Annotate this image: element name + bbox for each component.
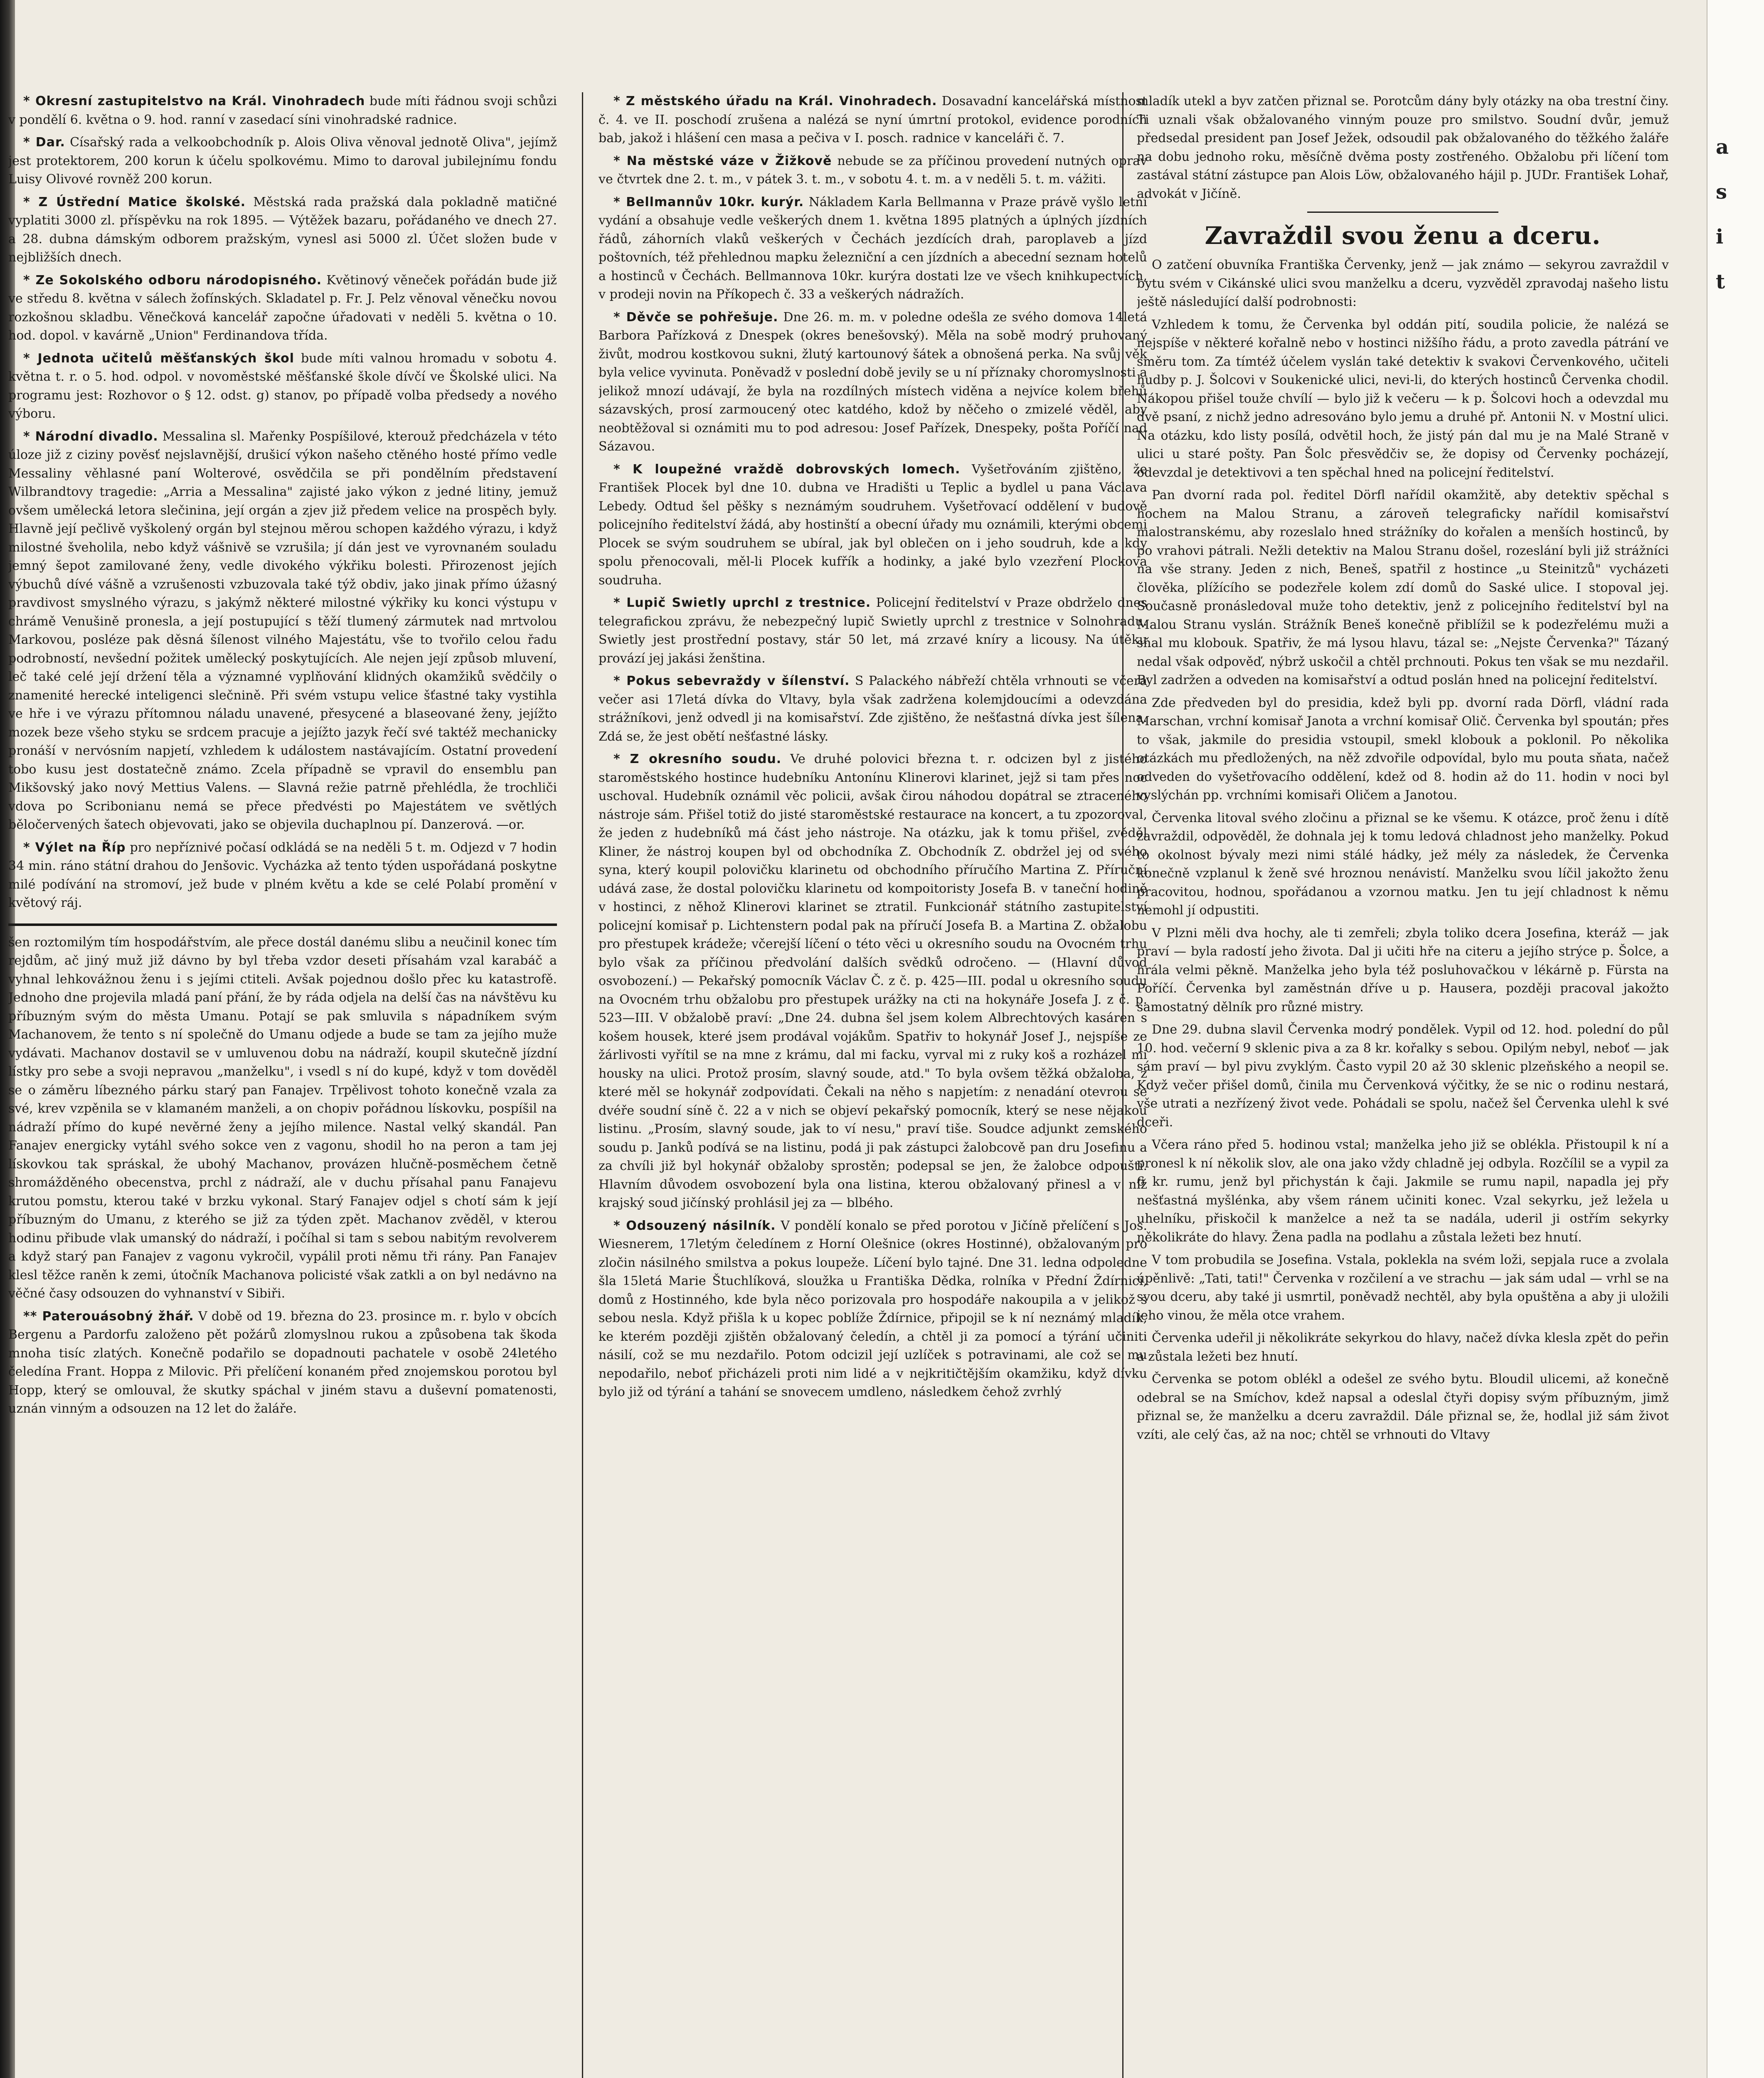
item-body: bude míti řádnou svoji schůzi v pondělí 6. května o 9. hod. ranní v zasedací síni vinohradské radnice. bbox=[8, 94, 557, 127]
item-body: bude míti valnou hromadu v sobotu 4. května t. r. o 5. hod. odpol. v novoměstské měšťanské škole dívčí ve Školské ulici. Na programu jest: Rozhovor o § 12. odst. g) stanov, po případě volba předsedy a nového výboru. bbox=[8, 351, 557, 421]
news-item bbox=[599, 1217, 1147, 1402]
news-item bbox=[599, 193, 1147, 304]
article-paragraph: Červenka udeřil ji několikráte sekyrkou do hlavy, načež dívka klesla zpět do peřin a zůstala ležeti bez hnutí. bbox=[1137, 1331, 1669, 1364]
item-heading: * Z městského úřadu na Král. Vinohradech. bbox=[613, 94, 937, 108]
item-heading: * Národní divadlo. bbox=[23, 429, 158, 444]
item-body: mladík utekl a byv zatčen přiznal se. Porotcům dány byly otázky na oba trestní činy. Ti uznali však obžalovaného vinným pouze pro smilstvo. Soudní dvůr, jemuž předsedal president pan Josef Ježek, odsoudil pak obžalovaného do těžkého žaláře na dobu jednoho roku, měsíčně dvěma posty zostřeného. Obžalobu při líčení tom zastával státní zástupce pan Alois Löw, obžalovaného hájil p. JUDr. František Lohař, advokát v Jičíně. bbox=[1137, 94, 1669, 201]
item-heading: * Výlet na Říp bbox=[23, 840, 126, 855]
news-item bbox=[8, 428, 557, 835]
column-1 bbox=[8, 92, 557, 2078]
item-heading: * Lupič Swietly uprchl z trestnice. bbox=[613, 596, 871, 610]
news-item bbox=[8, 839, 557, 913]
scan-right-margin bbox=[1707, 0, 1764, 2078]
feuilleton-continuation bbox=[8, 933, 557, 1303]
news-item bbox=[8, 350, 557, 423]
news-item bbox=[599, 460, 1147, 590]
item-body: Květinový věneček pořádán bude již ve středu 8. května v sálech žofínských. Skladatel p. Fr. J. Pelz věnoval věnečku novou rozkošnou skladbu. Věnečková kancelář započne úřadovati v neděli 5. května o 10. hod. dopol. v kavárně „Union" Ferdinandova třída. bbox=[8, 273, 557, 343]
news-item bbox=[599, 308, 1147, 456]
item-heading: * Odsouzený násilník. bbox=[613, 1218, 776, 1233]
item-body: Dne 26. m. m. v poledne odešla ze svého domova 14letá Barbora Pařízková z Dnespek (okres benešovský). Měla na sobě modrý pruhovaný živůt, modrou kostkovou sukni, žlutý kartounový šátek a obnošená perka. Na svůj věk byla velice vyvinuta. Poněvadž v poslední době jevily se u ní příznaky choromyslnosti a jelikož mnozí udávají, že byla na rozdílných místech viděna a nejvíce kolem břehů sázavských, prosí zarmoucený otec katdého, kdož by něčeho o zmizelé věděl, aby neobtěžoval si oznámiti mu to pod adresou: Josef Pařízek, Dnespeky, pošta Poříčí nad Sázavou. bbox=[599, 310, 1147, 454]
item-body: V době od 19. března do 23. prosince m. r. bylo v obcích Bergenu a Pardorfu založeno pět požárů zlomyslnou rukou a způsobena tak škoda mnoha tisíc zlatých. Konečně podařilo se dopadnouti pachatele v osobě 24letého čeledína Frant. Hoppa z Milovic. Při přelíčení konaném před znojemskou porotou byl Hopp, který se omlouval, že skutky spáchal v jiném stavu a duševní pomatenosti, uznán vinným a odsouzen na 12 let do žaláře. bbox=[8, 1309, 557, 1416]
article-paragraph: V tom probudila se Josefina. Vstala, poklekla na svém loži, sepjala ruce a zvolala úpěnlivě: „Tati, tati!" Červenka v rozčilení a ve strachu — jak sám udal — vrhl se na svou dceru, aby také ji usmrtil, poněvadž nechtěl, aby byla opuštěna a aby ji uložili jeho vinou, že měla otce vrahem. bbox=[1137, 1253, 1669, 1323]
item-heading: * Z okresního soudu. bbox=[613, 752, 782, 766]
column-rule bbox=[582, 92, 583, 2078]
item-body: Policejní ředitelství v Praze obdrželo dnes telegrafickou zprávu, že nebezpečný lupič Swietly uprchl z trestnice v Solnohradu. Swietly jest prostřední postavy, stár 50 let, má zrzavé kníry a licousy. Na útěku provází jej jakási ženština. bbox=[599, 596, 1147, 666]
short-rule bbox=[1307, 212, 1498, 213]
item-body: Dosavadní kancelářská místnost č. 4. ve II. poschodí zrušena a nalézá se nyní úmrtní protokol, evidence porodních bab, jakož i hlášení cen masa a pečiva v I. posch. radnice v kanceláři č. 7. bbox=[599, 94, 1147, 145]
item-heading: * Jednota učitelů měšťanských škol bbox=[23, 351, 295, 366]
item-body: Messalina sl. Mařenky Pospíšilové, kterouž předcházela v této úloze již z ciziny pověsť nejslavnější, drušicí výkon našeho ctěného hosté přímo vedle Messaliny věhlasné paní Wolterové, osvědčila se při pondělním představení Wilbrandtovy tragedie: „Arria a Messalina" zajisté jako výkon z jedné litiny, jemuž ovšem umělecká letora slečinina, její orgán a zjev již předem velice na prospěch byly. Hlavně její pečlivě vyškolený orgán byl stejnou měrou schopen každého výrazu, i když milostné šveholila, nebo když vášnivě se vzrušila; jí dán jest ve vyrovnaném souladu jemný šepot zamilované ženy, vedle divokého výkřiku bolesti. Přirozenost jejích výbuchů dívé vášně a vzrušenosti vzbuzovala také týž obdiv, jako jinak přímo úžasný pravdivost smyslného výrazu, s jakýmž některé milostné výkřiky ku konci výstupu v chrámě Venušině pronesla, a její postupující s těží tlumený zármutek nad mrtvolou Markovou, posléze pak děsná šílenost vilného Majestátu, vše to tvořilo celou řadu podrobností, nevšední požitek umělecký poskytujících. Ale nejen její způsob mluvení, leč také celé její držení těla a významné vyplňování klidných okamžiků svědčily o znamenité herecké inteligenci slečnině. Při svém vstupu velice šťastné taky vystihla ve hře i ve výrazu přítomnou náladu unavené, přesycené a blaseované ženy, jejížto mozek beze všeho styku se srdcem pracuje a jejížto jazyk řečí své taktéž mechanicky pronáší v nervósním napjetí, vzhledem k událostem nastávajícím. Ostatní provedení tobo kusu jest dostatečně známo. Zcela případně se vpravil do ensemblu pan Mikšovský jako nový Mettius Valens. — Slavná režie patrně přehlédla, že trochliči vdova po Scribonianu nemá se přece předvésti po Majestátem ve světlých běločervených šatech objevovati, jako se objevila duchaplnou pí. Danzerová. —or. bbox=[8, 429, 557, 832]
item-body: V pondělí konalo se před porotou v Jičíně přelíčení s Jos. Wiesnerem, 17letým čeledínem z Horní Olešnice (okres Hostinné), obžalovaným pro zločin násilného smilstva a pokus loupeže. Líčení bylo tajné. Dne 31. ledna odpoledne šla 15letá Marie Štuchlíková, sloužka u Františka Dědka, rolníka v Přední Ždírnici, domů z Hostinného, kde byla něco porizovala pro hospodáře nakoupila a v jelikož s sebou nesla. Když přišla k u kopec poblíže Ždírnice, připojil se k ní neznámý mladík, ke kterém později zjištěn obžalovaný čeledín, a chtěl ji za pomocí a týrání učiniti násilí, což se mu nezdařilo. Potom odcizil její uzlíček s potravinami, ale což se mu nepodařilo, neboť přicházeli proti nim lidé a v nejkritičtějším okamžiku, když dívku bylo již od týrání a tahání se snovecem umdleno, následkem čehož zvrhlý bbox=[599, 1218, 1147, 1399]
item-heading: * Pokus sebevraždy v šílenství. bbox=[613, 674, 850, 688]
news-item bbox=[8, 1307, 557, 1418]
item-heading: ** Paterouásobný žhář. bbox=[23, 1309, 194, 1324]
news-item bbox=[599, 672, 1147, 746]
article-paragraph: Červenka litoval svého zločinu a přiznal se ke všemu. K otázce, proč ženu i dítě zavraždil, odpověděl, že dohnala jej k tomu ledová chladnost jeho manželky. Pokud to okolnost bývaly mezi nimi stálé hádky, jež mély za následek, že Červenka konečně vzplanul k ženě své hroznou nenávistí. Manželku svou líčil jakožto ženu pracovitou, hodnou, spořádanou a vzornou matku. Jen tu její chladnost k němu nemohl jí odpustiti. bbox=[1137, 810, 1669, 918]
news-item bbox=[8, 133, 557, 189]
item-body: šen roztomilým tím hospodářstvím, ale přece dostál danému slibu a neučinil konec tím rejdům, ač jiný muž již dávno by byl třeba vzdor deseti přísahám vzal karabáč a vyhnal lehkovážnou ženu i s jejími ctiteli. Avšak pojednou došlo přec ku katastrofě. Jednoho dne projevila mladá paní přání, že by ráda odjela na delší čas na návštěvu ku příbuzným svým do města Umanu. Potají se pak smluvila s nápadníkem svým Machanovem, že tento s ní společně do Umanu odjede a bude se tam za jejího muže vydávati. Machanov dostavil se v umluvenou dobu na nádraží, koupil skutečně jízdní lístky pro sebe a svoji nepravou „manželku", i vsedl s ní do kupé, když v tom dověděl se o záměru líbezného párku starý pan Fanajev. Trpělivost tohoto konečně vzala za své, krev vzpěnila se v klamaném manželi, a on chopiv pořádnou lískovku, pospíšil na nádraží přímo do kupé nevěrné ženy a jejího milence. Nastal velký skandál. Pan Fanajev energicky vytáhl svého sokce ven z vagonu, shodil ho na peron a tam jej lískovkou tak spráskal, že ubohý Machanov, provázen hlučně-posměchem četně shromážděného obecenstva, prchl z nádraží, ale v duchu přísahal panu Fanajevu krutou pomstu, kterou také v brzku vykonal. Starý Fanajev odjel s chotí sám k její příbuzným do Umanu, z kterého se již za týden zpět. Machanov zvěděl, v kterou hodinu přibude vlak umanský do nádraží, i počíhal si tam s sebou nabitým revolverem a když starý pan Fanajev z vagonu vykročil, vypálil proti němu tři rány. Pan Fanajev klesl těžce raněn k zemi, útočník Machanova policisté však zatkli a on byl nedávno na věčné časy odsouzen do vyhnanství v Sibiři. bbox=[8, 935, 557, 1301]
continuation-text bbox=[1137, 92, 1669, 203]
article-paragraph: Vzhledem k tomu, že Červenka byl oddán pití, soudila policie, že nalézá se nejspíše v některé kořalně nebo v hostinci nižšího řádu, a proto zavedla pátrání ve směru tom. Za tímtéž účelem vyslán také detektiv k svakovi Červenkového, učiteli hudby p. J. Šolcovi v Soukenické ulici, nevi-li, do kterých hostinců Červenka chodil. Nákopou přišel touže chvílí — bylo již k večeru — k p. Šolcovi hoch a odevzdal mu dvě psaní, z nichž jedno adresováno bylo jemu a druhé př. Antonii N. v Mostní ulici. Na otázku, kdo listy posílá, odvětil hoch, že jistý pán dal mu je na Malé Straně v ulici u staré pošty. Pan Šolc přesvědčiv se, že dopisy od Červenky pocházejí, odevzdal je detektivovi a ten spěchal hned na policejní ředitelství. bbox=[1137, 317, 1669, 480]
column-3 bbox=[1137, 92, 1669, 2078]
item-body: Vyšetřováním zjištěno, že František Plocek byl dne 10. dubna ve Hradišti u Teplic a bydlel u pana Václava Lebedy. Odtud šel pěšky s neznámým soudruhem. Vyšetřovací oddělení v budově policejního ředitelství žádá, aby hostinští a obecní úřady mu oznámili, kterými obcemi Plocek se svým soudruhem se ubíral, jak byl oblečen on i jeho soudruh, kde a kdy spolu přenocovali, měl-li Plocek kufřík a hodinky, a jaké bylo vzezření Plockova soudruha. bbox=[599, 462, 1147, 588]
news-item bbox=[599, 92, 1147, 148]
section-divider bbox=[8, 923, 557, 926]
adjacent-page-bleed: a s i t bbox=[1716, 135, 1729, 293]
item-body: Ve druhé polovici března t. r. odcizen byl z jistého staroměstského hostince hudebníku Antonínu Klinerovi klarinet, jejž si tam přes noc uschoval. Hudebník oznámil věc policii, avšak čirou náhodou dopátral se ztraceného nástroje sám. Přišel totiž do jisté staroměstské restaurace na koncert, a tu zpozoroval, že jeden z hudebníků má část jeho nástroje. Na otázku, jak k tomu přišel, zvěděl Kliner, že nástroj koupen byl od obchodníka Z. Obchodník Z. obdržel jej od svého syna, který koupil polovičku klarinetu od obchodního příručího Martina Z. Příruční udává zase, že dostal polovičku klarinetu od kompoitoristy Josefa B. v taneční hodině v hostinci, z něhož Klinerovi klarinet se ztratil. Funkcionář státního zastupitelství policejní komisař p. Lichtenstern podal pak na příručí Josefa B. a Martina Z. obžalobu pro přestupek krádeže; včerejší líčení o této věci u okresního soudu na Ovocném trhu bylo však za příčinou předvolání dalších svědků odročeno. — (Hlavní důvod osvobození.) — Pekařský pomocník Václav Č. z č. p. 425—III. podal u okresního soudu na Ovocném trhu obžalobu pro přestupek urážky na cti na hokynáře Josefa J. z č. p. 523—III. V obžalobě praví: „Dne 24. dubna šel jsem kolem Albrechtových kasáren s košem housek, které jsem prodával vojákům. Spatřiv to hokynář Josef J., nejspíše ze žárlivosti vyřítil se na mne z krámu, dal mi facku, vyrval mi z ruky koš a rozházel mi housky na ulici. Protož prosím, slavný soude, atd." To byla ovšem těžká obžaloba, z které měl se hokynář zodpovídati. Čekali na něho s napjetím: z nenadání otevrou se dvéře soudní síně č. 22 a v nich se objeví pekařský pomocník, který se nese nějakou listinu. „Prosím, slavný soude, jak to ví nesu," praví tiše. Soudce adjunkt zemského soudu p. Janků podívá se na listinu, podá ji pak zástupci žalobcově pan dru Josefinu a za chvíli již byl hokynář obžaloby sprostěn; podepsal se jen, že žalobce odpouští. Hlavním důvodem osvobození byla ona listina, kterou obžalovaný přinesl a v níž krajský soud jičínský prohlásil jej za — blbého. bbox=[599, 752, 1147, 1210]
item-heading: * Ze Sokolského odboru národopisného. bbox=[23, 273, 322, 288]
news-item bbox=[599, 152, 1147, 189]
article-paragraph: Zde předveden byl do presidia, kdež byli pp. dvorní rada Dörfl, vládní rada Marschan, vrchní komisař Janota a vrchní komisař Olič. Červenka byl spoután; přes to však, jakmile do presidia vstoupil, smekl klobouk a poklonil. Po několika otázkách mu předložených, na něž zdvořile odpovídal, bylo mu pouta sňata, načež odveden do vyšetřovacího oddělení, kdež od 8. hodin až do 11. hodin v noci byl vyslýchán pp. vrchními komisaři Oličem a Janotou. bbox=[1137, 695, 1669, 803]
article-paragraph: Včera ráno před 5. hodinou vstal; manželka jeho již se oblékla. Přistoupil k ní a pronesl k ní několik slov, ale ona jako vždy chladně jej odbyla. Rozčílil se a vypil za 6 kr. rumu, jenž byl přichystán k čaji. Jakmile se rumu napil, napadla jej přy nešťastná myšlénka, aby všem ránem učiniti konec. Vzal sekyrku, jež ležela u uhelníku, přiskočil k manželce a než ta se nadála, uderil ji ostřím sekyrky několikráte do hlavy. Žena padla na podlahu a zůstala ležeti bez hnutí. bbox=[1137, 1137, 1669, 1245]
item-heading: * K loupežné vraždě dobrovských lomech. bbox=[613, 462, 961, 477]
news-item bbox=[8, 193, 557, 267]
news-item bbox=[599, 594, 1147, 668]
article-paragraph: O zatčení obuvníka Františka Červenky, jenž — jak známo — sekyrou zavraždil v bytu svém v Cikánské ulici svou manželku a dceru, vyzvěděl zpravodaj našeho listu ještě následující další podrobnosti: bbox=[1137, 258, 1669, 309]
article-paragraph: V Plzni měli dva hochy, ale ti zemřeli; zbyla toliko dcera Josefina, kteráž — jak praví — byla radostí jeho života. Dal ji učiti hře na citeru a jejího strýce p. Šolce, a hrála velmi pěkně. Manželka jeho byla též posluhovačkou v lékárně p. Fürsta na Poříčí. Červenka byl zaměstnán dříve u p. Hausera, později pracoval jakožto samostatný dělník pro různé mistry. bbox=[1137, 926, 1669, 1014]
item-heading: * Dar. bbox=[23, 135, 65, 150]
news-item bbox=[8, 92, 557, 129]
item-body: Městská rada pražská dala pokladně matičné vyplatiti 3000 zl. příspěvku na rok 1895. — Výtěžek bazaru, pořádaného ve dnech 27. a 28. dubna dámským odborem pražským, vynesl asi 5000 zl. Účet složen bude v nejbližších dnech. bbox=[8, 195, 557, 265]
item-heading: * Bellmannův 10kr. kurýr. bbox=[613, 195, 804, 209]
news-item bbox=[599, 750, 1147, 1213]
item-heading: * Na městské váze v Žižkově bbox=[613, 153, 832, 168]
news-item bbox=[8, 271, 557, 345]
article-title: Zavraždil svou ženu a dceru. bbox=[1205, 222, 1601, 250]
item-heading: * Okresní zastupitelstvo na Král. Vinohradech bbox=[23, 94, 365, 108]
column-2 bbox=[599, 92, 1147, 2078]
item-body: S Palackého nábřeží chtěla vrhnouti se včera večer asi 17letá dívka do Vltavy, byla však zadržena kolemjdoucími a odevzdána strážníkovi, jenž odvedl ji na komisařství. Zde zjištěno, že nešťastná dívka jest šílena. Zdá se, že jest obětí nešťastné lásky. bbox=[599, 674, 1147, 744]
item-heading: * Z Ústřední Matice školské. bbox=[23, 195, 246, 209]
item-body: Císařský rada a velkoobchodník p. Alois Oliva věnoval jednotě Oliva", jejímž jest protektorem, 200 korun k účelu spolkovému. Mimo to daroval jubilejnímu fondu Luisy Olivové rovněž 200 korun. bbox=[8, 135, 557, 187]
article-paragraph: Dne 29. dubna slavil Červenka modrý pondělek. Vypil od 12. hod. polední do půl 10. hod. večerní 9 sklenic piva a za 8 kr. kořalky s sebou. Opilým nebyl, neboť — jak sám praví — byl pivu zvyklým. Často vypil 20 až 30 sklenic plzeňského a neopil se. Když večer přišel domů, činila mu Červenková výčitky, že se nic o rodinu nestará, vše utrati a nezřízený život vede. Pohádali se spolu, načež šel Červenka ulehl k své dceři. bbox=[1137, 1022, 1669, 1130]
item-body: pro nepříznivé počasí odkládá se na neděli 5 t. m. Odjezd v 7 hodin 34 min. ráno státní drahou do Jenšovic. Vycházka až tento týden uspořádaná poskytne milé podívání na stromoví, jež bude v plném květu a kde se celé Polabí promění v květový ráj. bbox=[8, 840, 557, 910]
item-heading: * Děvče se pohřešuje. bbox=[613, 310, 779, 325]
item-body: nebude se za příčinou provedení nutných oprav ve čtvrtek dne 2. t. m., v pátek 3. t. m., v sobotu 4. t. m. a v neděli 5. t. m. vážiti. bbox=[599, 153, 1147, 187]
item-body: Nákladem Karla Bellmanna v Praze právě vyšlo letní vydání a obsahuje vedle veškerých dnem 1. května 1895 platných a úplných jízdních řádů, záhorních vlaků veškerých v Čechách jezdících drah, paroplaveb a jízd poštovních, též přehlednou mapku železniční a cen jízdních a abecední seznam hotelů a hostinců v Čechách. Bellmannova 10kr. kurýra dostati lze ve všech knihkupectvích, v prodeji novin na Příkopech č. 33 a veškerých nádražích. bbox=[599, 195, 1147, 302]
article-paragraph: Pan dvorní rada pol. ředitel Dörfl nařídil okamžitě, aby detektiv spěchal s hochem na Malou Stranu, a zároveň telegraficky nařídil komisařství malostranskému, aby rozeslalo hned strážníky do kořalen a menších hostinců, by po vrahovi pátrali. Nežli detektiv na Malou Stranu došel, rozeslání byli již strážníci na vše strany. Jeden z nich, Beneš, spatřil z hostince „u Steinitzů" vycházeti člověka, plížícího se podezřele kolem zdí domů do Saské ulice. I stopoval jej. Současně pronásledoval muže toho detektiv, jenž z policejního ředitelství byl na Malou Stranu vyslán. Strážník Beneš konečně přiblížil se k podezřelému muži a sňal mu klobouk. Spatřiv, že má lysou hlavu, tázal se: „Nejste Červenka?" Tázaný nedal však odpověď, nýbrž uskočil a chtěl prchnouti. Pokus ten však se mu nezdařil. Byl zadržen a odveden na komisařství a odtud poslán hned na policejní ředitelství. bbox=[1137, 488, 1669, 687]
article-paragraph: Červenka se potom oblékl a odešel ze svého bytu. Bloudil ulicemi, až konečně odebral se na Smíchov, kdež napsal a odeslal čtyři dopisy svým příbuzným, jimž přiznal se, že manželku a dceru zavraždil. Dále přiznal se, že, hodlal již sám život vzíti, ale celý čas, až na noc; chtěl se vrhnouti do Vltavy bbox=[1137, 1372, 1669, 1442]
